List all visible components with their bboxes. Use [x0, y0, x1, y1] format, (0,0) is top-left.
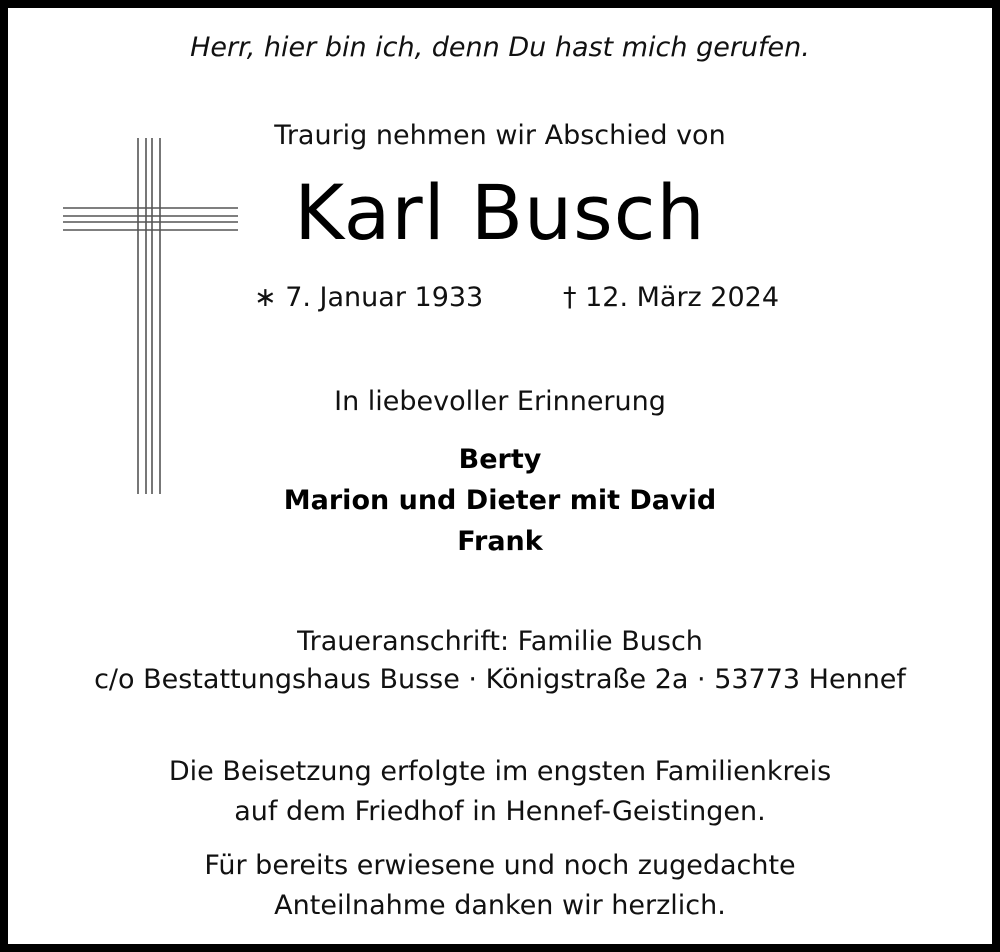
burial-note-line-2: auf dem Friedhof in Hennef-Geistingen. [234, 796, 766, 827]
burial-note-line-1: Die Beisetzung erfolgte im engsten Familienkreis [168, 756, 832, 787]
death-date: † 12. März 2024 [563, 282, 780, 313]
thanks-line-1: Für bereits erwiesene und noch zugedachte [204, 850, 796, 881]
mourning-address: c/o Bestattungshaus Busse · Königstraße 2a · 53773 Hennef [94, 664, 906, 695]
mourner-name: Marion und Dieter mit David [283, 485, 717, 516]
mourner-name: Berty [458, 444, 542, 475]
intro-text: Traurig nehmen wir Abschied von [274, 120, 726, 151]
mourner-name: Frank [457, 526, 543, 557]
mourning-address-title: Traueranschrift: Familie Busch [297, 626, 703, 657]
thanks-line-2: Anteilnahme danken wir herzlich. [274, 890, 726, 921]
birth-date: ∗ 7. Januar 1933 [254, 282, 484, 313]
memory-line: In liebevoller Erinnerung [334, 386, 666, 417]
motto-text: Herr, hier bin ich, denn Du hast mich gerufen. [190, 32, 810, 63]
deceased-name: Karl Busch [294, 168, 706, 257]
